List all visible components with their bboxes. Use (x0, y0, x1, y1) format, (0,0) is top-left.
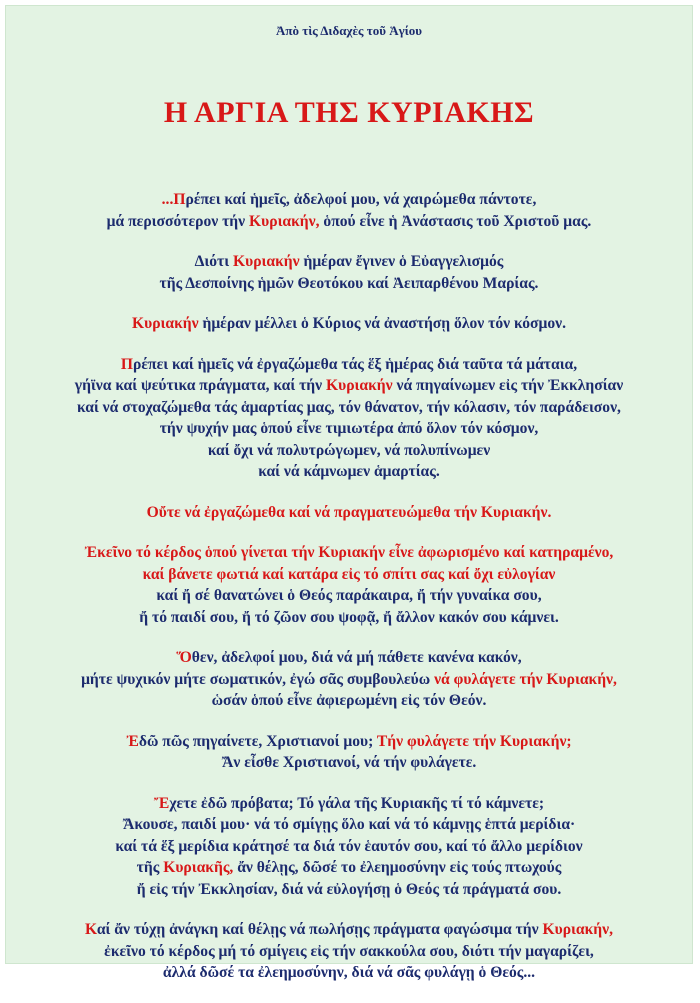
text-line (6, 564, 692, 586)
text-segment: δῶ πῶς πηγαίνετε, Χριστιανοί μου; (138, 732, 377, 750)
highlighted-text: Ἔ (153, 794, 170, 812)
text-line (6, 879, 692, 901)
text-segment: ἐκεῖνο τό κέρδος μή τό σμίγεις εἰς τήν σακκούλα σου, διότι τήν μαγαρίζει, (104, 942, 594, 960)
text-segment: ὡσάν ὁπού εἶνε ἀφιερωμένη εἰς τόν Θεόν. (211, 692, 487, 709)
text-line (6, 354, 692, 376)
document-title: Η ΑΡΓΙΑ ΤΗΣ ΚΥΡΙΑΚΗΣ (163, 96, 535, 129)
text-line (6, 836, 692, 858)
paragraph (6, 251, 692, 294)
text-segment: καί νά στοχαζώμεθα τάς ἁμαρτίας μας, τόν θάνατον, τήν κόλασιν, τόν παράδεισον, (77, 398, 621, 416)
highlighted-text: Οὔτε νά ἐργαζώμεθα καί νά πραγματευώμεθα τήν Κυριακήν. (146, 503, 552, 521)
text-line (6, 542, 692, 564)
text-segment: χετε ἐδῶ πρόβατα; Τό γάλα τῆς Κυριακῆς τί τό κάμνετε; (169, 794, 545, 812)
text-segment: αί ἄν τύχῃ ἀνάγκη καί θέλῃς νά πωλήσῃς πράγματα φαγώσιμα τήν (96, 921, 543, 938)
text-line (6, 941, 692, 963)
highlighted-text: Κυριακήν, (249, 212, 320, 230)
text-segment: καί τά ἕξ μερίδια κράτησέ τα διά τόν ἑαυτόν σου, καί τό ἄλλο μερίδιον (115, 837, 583, 855)
paragraph (6, 793, 692, 901)
text-segment: ἡμέραν ἔγινεν ὁ Εὐαγγελισμός (299, 253, 504, 270)
text-segment: καί νά κάμνωμεν ἁμαρτίας. (258, 463, 440, 480)
text-segment: ρέπει καί ἡμεῖς νά ἐργαζώμεθα τάς ἕξ ἡμέρας διά ταῦτα τά μάταια, (133, 355, 578, 373)
paragraph (6, 919, 692, 984)
highlighted-text: Ἐκεῖνο τό κέρδος ὁπού γίνεται τήν Κυριακήν εἶνε ἀφωρισμένο καί κατηραμένο, (84, 544, 614, 561)
text-line (6, 418, 692, 440)
text-segment: ἤ τό παιδί σου, ἤ τό ζῶον σου ψοφᾷ, ἤ ἄλλον κακόν σου κάμνει. (139, 608, 559, 626)
text-line (6, 857, 692, 879)
text-segment: ρέπει καί ἡμεῖς, ἀδελφοί μου, νά χαιρώμεθα πάντοτε, (185, 191, 537, 208)
text-line (6, 752, 692, 774)
highlighted-text: Π (120, 355, 134, 373)
highlighted-text: νά φυλάγετε τήν Κυριακήν, (434, 670, 617, 688)
text-line (6, 502, 692, 524)
text-segment: γήϊνα καί ψεύτικα πράγματα, καί τήν (74, 377, 326, 394)
text-segment: ἡμέραν μέλλει ὁ Κύριος νά ἀναστήσῃ ὅλον τόν κόσμον. (198, 315, 566, 332)
highlighted-text: Κυριακήν (325, 377, 393, 394)
source-subtitle: Ἀπὸ τὶς Διδαχὲς τοῦ Ἁγίου (275, 23, 422, 38)
text-segment: μήτε ψυχικόν μήτε σωματικόν, ἐγώ σᾶς συμβουλεύω (81, 670, 435, 688)
highlighted-text: Τήν φυλάγετε τήν Κυριακήν; (376, 732, 572, 750)
text-line (6, 669, 692, 691)
text-segment: ὁπού εἶνε ἡ Ἀνάστασις τοῦ Χριστοῦ μας. (319, 212, 592, 230)
paragraph (6, 731, 692, 774)
text-line (6, 919, 692, 941)
highlighted-text: Ἐ (126, 732, 139, 750)
highlighted-text: Κ (85, 921, 97, 938)
text-line (6, 585, 692, 607)
text-segment: καί ὄχι νά πολυτρώγωμεν, νά πολυπίνωμεν (207, 441, 491, 459)
text-segment: μά περισσότερον τήν (106, 212, 250, 230)
highlighted-text: ...Π (161, 191, 186, 208)
text-segment: Διότι (194, 253, 233, 270)
highlighted-text: Κυριακήν (232, 253, 300, 270)
text-segment: τῆς Δεσποίνης ἡμῶν Θεοτόκου καί Ἀειπαρθένου Μαρίας. (159, 274, 539, 292)
text-line (6, 211, 692, 233)
text-line (6, 690, 692, 712)
text-segment: καί ἤ σέ θανατώνει ὁ Θεός παράκαιρα, ἤ τήν γυναίκα σου, (156, 587, 542, 604)
highlighted-text: Ὅ (176, 649, 192, 666)
text-line (6, 273, 692, 295)
text-line (6, 440, 692, 462)
text-line (6, 607, 692, 629)
text-line (6, 375, 692, 397)
paragraph (6, 189, 692, 232)
text-segment: θεν, ἀδελφοί μου, διά νά μή πάθετε κανένα κακόν, (191, 649, 522, 666)
text-segment: τῆς (136, 859, 164, 876)
text-line (6, 313, 692, 335)
highlighted-text: Κυριακῆς, (163, 859, 234, 876)
text-segment: ἄν θέλῃς, δῶσέ το ἐλεημοσύνην εἰς τούς πτωχούς (233, 859, 562, 876)
paragraph (6, 647, 692, 712)
highlighted-text: Κυριακήν, (542, 921, 613, 938)
text-segment: Ἄκουσε, παιδί μου· νά τό σμίγῃς ὅλο καί νά τό κάμνῃς ἑπτά μερίδια· (122, 816, 576, 833)
highlighted-text: Κυριακήν (131, 315, 199, 332)
highlighted-text: καί βάνετε φωτιά καί κατάρα εἰς τό σπίτι σας καί ὄχι εὐλογίαν (142, 565, 556, 583)
text-segment: νά πηγαίνωμεν εἰς τήν Ἐκκλησίαν (392, 377, 624, 394)
text-line (6, 814, 692, 836)
text-line (6, 189, 692, 211)
text-segment: ἀλλά δῶσέ τα ἐλεημοσύνην, διά νά σᾶς φυλάγῃ ὁ Θεός... (162, 964, 536, 981)
text-line (6, 397, 692, 419)
text-line (6, 251, 692, 273)
document-body (6, 189, 692, 1003)
text-line (6, 461, 692, 483)
text-segment: Ἄν εἶσθε Χριστιανοί, νά τήν φυλάγετε. (221, 754, 477, 771)
paragraph (6, 542, 692, 628)
text-line (6, 647, 692, 669)
text-line (6, 962, 692, 984)
paragraph (6, 502, 692, 524)
text-line (6, 731, 692, 753)
text-segment: ἤ εἰς τήν Ἐκκλησίαν, διά νά εὐλογήσῃ ὁ Θεός τά πράγματά σου. (136, 880, 562, 898)
paragraph (6, 354, 692, 483)
document-page (5, 5, 693, 981)
paragraph (6, 313, 692, 335)
text-segment: τήν ψυχήν μας ὁπού εἶνε τιμιωτέρα ἀπό ὅλον τόν κόσμον, (159, 420, 539, 437)
text-line (6, 793, 692, 815)
